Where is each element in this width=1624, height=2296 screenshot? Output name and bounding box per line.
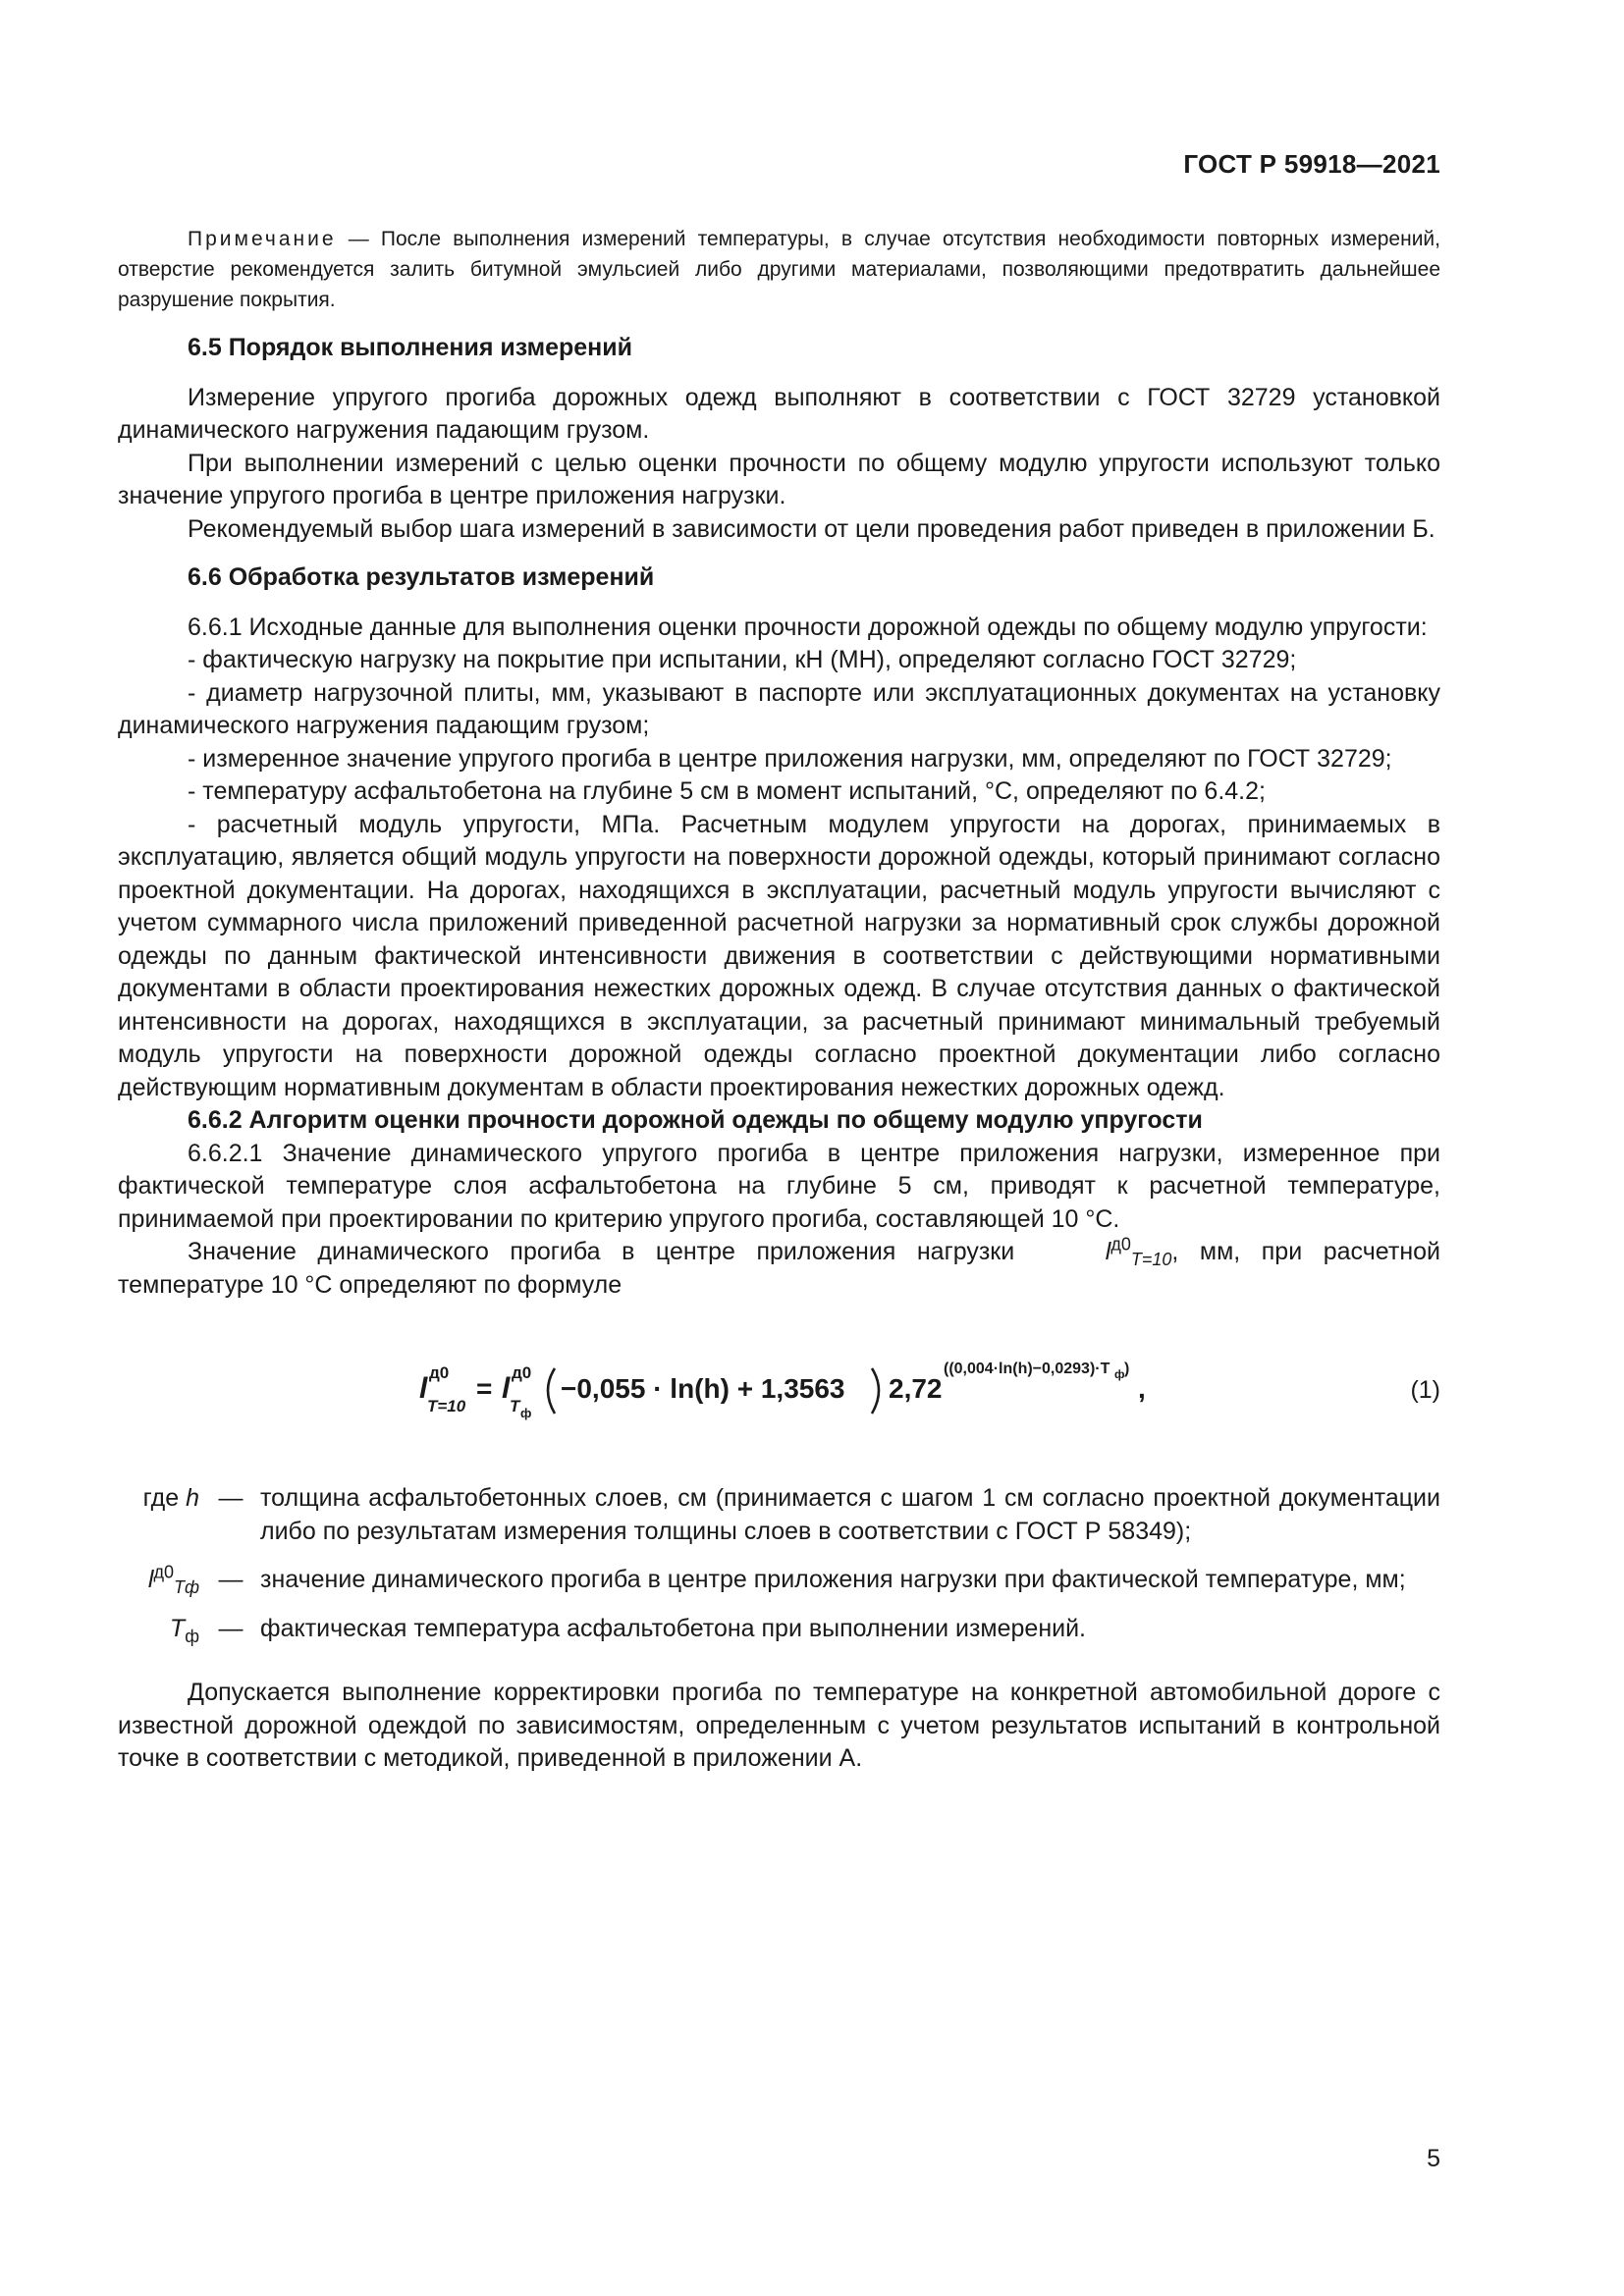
s66-bullet-2: - диаметр нагрузочной плиты, мм, указывают в паспорте или эксплуатационных документах на установку динамического нагружения падающим грузом; (118, 678, 1440, 739)
formula-bracket-close (872, 1368, 879, 1414)
definition-dash: — (218, 1484, 244, 1512)
section-6-5-title: 6.5 Порядок выполнения измерений (188, 334, 633, 361)
s662-paragraph-2 (118, 1236, 1440, 1302)
document-body (118, 224, 1440, 1776)
formula-l-right: l (502, 1372, 511, 1405)
note-paragraph (118, 224, 1440, 315)
s66-bullet-5: - расчетный модуль упругости, МПа. Расчетным модулем упругости на дорогах, принимаемых в эксплуатацию, является общий модуль упругости на поверхности дорожной одежды, который принимают согласно проектной документации. На дорогах, находящихся в эксплуатации, расчетный модуль упругости вычисляют с учетом суммарного числа приложений приведенной расчетной нагрузки за нормативный срок службы дорожной одежды по данным фактической интенсивности движения в соответствии с действующими нормативными документами в области проектирования нежестких дорожных одежд. В случае отсутствия данных о фактической интенсивности на дорогах, находящихся в эксплуатации, за расчетный принимают минимальный требуемый модуль упругости на поверхности дорожной одежды согласно проектной документации либо согласно действующим нормативным документам в области проектирования нежестких дорожных одежд. (118, 810, 1440, 1101)
formula-sub-right: T (510, 1397, 520, 1415)
formula-bracket-content: −0,055 · ln(h) + 1,3563 (561, 1373, 845, 1404)
definitions-list (118, 1482, 1440, 1645)
definition-dash: — (218, 1614, 244, 1642)
document-code: ГОСТ Р 59918—2021 (1183, 149, 1440, 179)
note-lead: Примечание (188, 228, 337, 250)
formula-exponent-close: ) (1124, 1361, 1130, 1377)
formula-l-left: l (419, 1372, 428, 1405)
definition-t-symbol: $T_ф$ (169, 1614, 199, 1646)
s66-bullet-4: - температуру асфальтобетона на глубине 5 см в момент испытаний, °С, определяют по 6.4.2; (188, 777, 1266, 805)
formula-sub-left: T=10 (427, 1397, 466, 1415)
formula-exponent-index: ф (1114, 1367, 1125, 1381)
section-6-6-2-title: 6.6.2 Алгоритм оценки прочности дорожной одежды по общему модулю упругости (188, 1106, 1203, 1134)
inline-deflection-symbol: $l^{д0}_{T=10}$ (1105, 1234, 1172, 1269)
formula-sub-right-index: ф (520, 1406, 532, 1420)
formula-bracket-open (548, 1368, 555, 1414)
s662-p2-end: , мм, при расчетной температуре 10 °С определяют по формуле (118, 1238, 1440, 1299)
definition-h-text: толщина асфальтобетонных слоев, см (принимается с шагом 1 см согласно проектной документации либо по результатам измерения толщины слоев в соответствии с ГОСТ Р 58349); (260, 1484, 1440, 1545)
s66-bullet-3: - измеренное значение упругого прогиба в центре приложения нагрузки, мм, определяют по ГОСТ 32729; (188, 744, 1392, 773)
formula-sup-right: д0 (512, 1363, 532, 1382)
definition-h-symbol: h (186, 1484, 199, 1512)
s662-p2-start: Значение динамического прогиба в центре приложения нагрузки (188, 1238, 1036, 1265)
s65-paragraph-3: Рекомендуемый выбор шага измерений в зависимости от цели проведения работ приведен в приложении Б. (188, 514, 1435, 543)
formula-base: 2,72 (889, 1373, 943, 1404)
s66-bullet-1: - фактическую нагрузку на покрытие при испытании, кН (МН), определяют согласно ГОСТ 32729; (188, 646, 1297, 673)
section-6-6-title: 6.6 Обработка результатов измерений (188, 563, 655, 591)
definition-where: где (142, 1484, 180, 1512)
s66-paragraph-1: 6.6.1 Исходные данные для выполнения оценки прочности дорожной одежды по общему модулю упругости: (188, 613, 1428, 641)
s65-paragraph-2: При выполнении измерений с целью оценки прочности по общему модулю упругости используют только значение упругого прогиба в центре приложения нагрузки. (118, 449, 1440, 509)
definition-l-symbol: $l^{д0}_{Tф}$ (147, 1562, 199, 1597)
definition-l (118, 1564, 1440, 1597)
formula-equals: = (476, 1373, 493, 1404)
definition-l-text: значение динамического прогиба в центре приложения нагрузки при фактической температуре, мм; (260, 1566, 1406, 1593)
definition-t-text: фактическая температура асфальтобетона при выполнении измерений. (260, 1614, 1087, 1642)
definition-dash: — (218, 1566, 244, 1593)
formula-exponent: ((0,004·ln(h)−0,0293)·T (944, 1361, 1110, 1377)
formula-svg (415, 1341, 1162, 1435)
s65-paragraph-1: Измерение упругого прогиба дорожных одежд выполняют в соответствии с ГОСТ 32729 установкой динамического нагружения падающим грузом. (118, 383, 1440, 444)
formula-number: (1) (1410, 1376, 1440, 1404)
definition-h (118, 1482, 1440, 1548)
formula-comma: , (1138, 1373, 1146, 1404)
formula-sup-left: д0 (429, 1363, 450, 1382)
formula-1 (118, 1341, 1440, 1435)
note-text: — После выполнения измерений температуры, в случае отсутствия необходимости повторных измерений, отверстие рекомендуется залить битумной эмульсией либо другими материалами, позволяющими предотвратить дальнейшее разрушение покрытия. (118, 228, 1440, 311)
s662-paragraph-1: 6.6.2.1 Значение динамического упругого прогиба в центре приложения нагрузки, измеренное при фактической температуре слоя асфальтобетона на глубине 5 см, приводят к расчетной температуре, принимаемой при проектировании по критерию упругого прогиба, составляющей 10 °С. (118, 1139, 1440, 1233)
closing-paragraph: Допускается выполнение корректировки прогиба по температуре на конкретной автомобильной дороге с известной дорожной одеждой по зависимостям, определенным с учетом результатов испытаний в контрольной точке в соответствии с методикой, приведенной в приложении А. (118, 1679, 1440, 1772)
definition-t (118, 1613, 1440, 1646)
page-number: 5 (1427, 2144, 1440, 2172)
